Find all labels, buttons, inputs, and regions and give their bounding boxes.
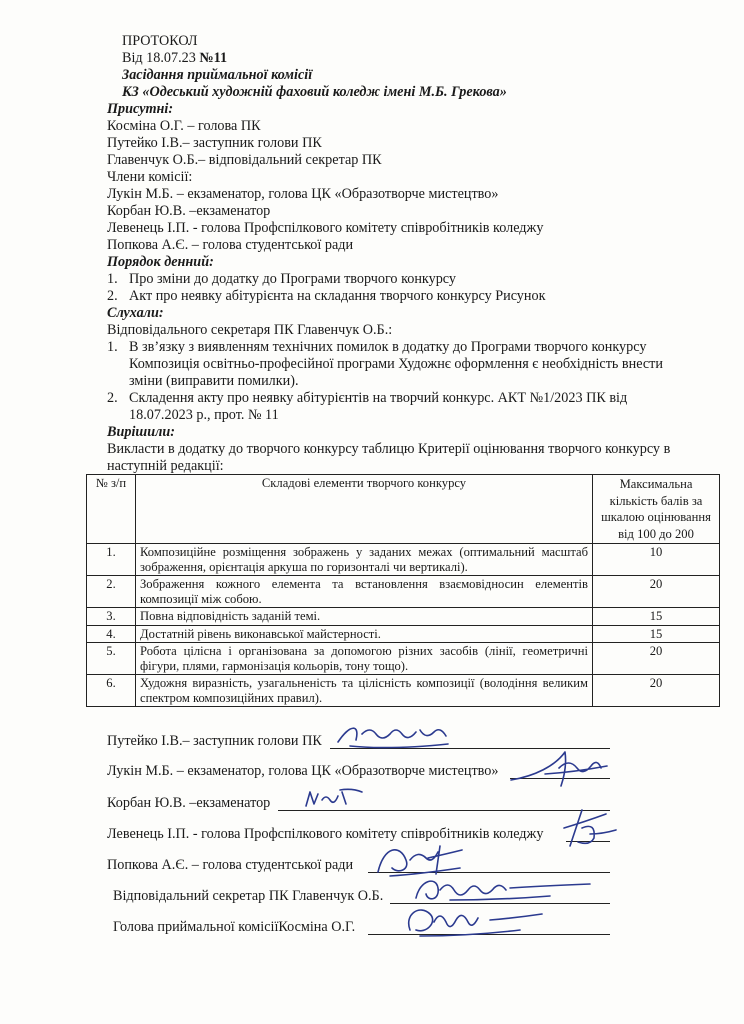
heard-heading: Слухали:	[107, 305, 164, 321]
signature-label: Левенець І.П. - голова Профспілкового комітету співробітників коледжу	[107, 826, 544, 842]
signature-label: Відповідальний секретар ПК Главенчук О.Б.	[113, 888, 384, 904]
signature-label: Лукін М.Б. – екзаменатор, голова ЦК «Образотворче мистецтво»	[107, 763, 499, 779]
present-line: Корбан Ю.В. –екзаменатор	[107, 203, 271, 219]
table-row	[87, 625, 720, 643]
header-max-score	[593, 475, 720, 544]
meeting-title: Засідання приймальної комісії	[122, 67, 313, 83]
signature-mark	[300, 786, 370, 812]
heard-item	[107, 339, 663, 390]
present-line: Главенчук О.Б.– відповідальний секретар ПК	[107, 152, 382, 168]
decided-line: наступній редакції:	[107, 458, 224, 474]
table-row	[87, 675, 720, 707]
row-number: 4.	[87, 625, 136, 643]
decided-heading: Вирішили:	[107, 424, 175, 440]
header-max-line: від 100 до 200	[618, 526, 694, 541]
heard-item-number: 2.	[107, 390, 118, 406]
row-score: 20	[593, 576, 720, 608]
table-row	[87, 643, 720, 675]
agenda-item-number: 1.	[107, 271, 118, 287]
row-score: 10	[593, 544, 720, 576]
heard-item-line: Композиція освітньо-професійної програми Художнє оформлення є необхідність внести	[129, 356, 663, 372]
present-line: Косміна О.Г. – голова ПК	[107, 118, 261, 134]
row-score: 20	[593, 643, 720, 675]
protocol-date: Від 18.07.23	[122, 50, 200, 66]
row-number: 1.	[87, 544, 136, 576]
heard-item-line: В зв’язку з виявленням технічних помилок в додатку до Програми творчого конкурсу	[129, 339, 647, 355]
row-criterion: Композиційне розміщення зображень у заданих межах (оптимальний масштаб зображення, орієнтація аркуша по горизонталі чи вертикалі).	[136, 544, 593, 576]
agenda-item-text: Акт про неявку абітурієнта на складання творчого конкурсу Рисунок	[129, 288, 546, 304]
protocol-title: ПРОТОКОЛ	[122, 33, 198, 49]
signature-mark	[330, 720, 460, 754]
heard-list	[107, 339, 663, 424]
agenda-item-text: Про зміни до додатку до Програми творчого конкурсу	[129, 271, 457, 287]
present-line: Лукін М.Б. – екзаменатор, голова ЦК «Образотворче мистецтво»	[107, 186, 499, 202]
heard-item	[107, 390, 663, 424]
row-criterion: Художня виразність, узагальненість та цілісність композиції (володіння великим спектром композиційних правил).	[136, 675, 593, 707]
institution-name: КЗ «Одеський художній фаховий коледж імені М.Б. Грекова»	[122, 84, 507, 100]
header-max-line: кількість балів за	[609, 493, 703, 508]
signature-label: Путейко І.В.– заступник голови ПК	[107, 733, 322, 749]
row-number: 2.	[87, 576, 136, 608]
row-number: 6.	[87, 675, 136, 707]
agenda-list	[107, 271, 545, 305]
row-criterion: Достатній рівень виконавської майстерності.	[136, 625, 593, 643]
present-line: Путейко І.В.– заступник голови ПК	[107, 135, 322, 151]
protocol-date-number	[122, 50, 227, 67]
agenda-heading: Порядок денний:	[107, 254, 214, 270]
table-header-row	[87, 475, 720, 544]
signature-mark	[400, 900, 550, 940]
decided-line: Викласти в додатку до творчого конкурсу таблицю Критерії оцінювання творчого конкурсу в	[107, 441, 671, 457]
signature-mark	[505, 746, 615, 790]
header-max-line: Максимальна	[619, 477, 693, 491]
table-row	[87, 576, 720, 608]
protocol-number: №11	[199, 50, 228, 66]
agenda-item-number: 2.	[107, 288, 118, 304]
row-score: 15	[593, 608, 720, 626]
signature-mark	[560, 804, 620, 852]
row-score: 20	[593, 675, 720, 707]
heard-item-line: 18.07.2023 р., прот. № 11	[129, 407, 279, 423]
heard-item-line: зміни (виправити помилки).	[129, 373, 299, 389]
present-line: Левенець І.П. - голова Профспілкового комітету співробітників коледжу	[107, 220, 544, 236]
table-row	[87, 608, 720, 626]
agenda-item	[107, 288, 545, 305]
row-score: 15	[593, 625, 720, 643]
heard-speaker: Відповідального секретаря ПК Главенчук О.Б.:	[107, 322, 393, 338]
row-number: 5.	[87, 643, 136, 675]
present-line: Попкова А.Є. – голова студентської ради	[107, 237, 354, 253]
agenda-item	[107, 271, 545, 288]
table-row	[87, 544, 720, 576]
row-criterion: Зображення кожного елемента та встановлення взаємовідносин елементів композиції між собою.	[136, 576, 593, 608]
signature-label: Голова приймальної комісіїКосміна О.Г.	[113, 919, 356, 935]
row-criterion: Робота цілісна і організована за допомогою різних засобів (лінії, геометричні фігури, плями, гармонізація кольорів, тону тощо).	[136, 643, 593, 675]
criteria-table	[86, 474, 720, 707]
header-elements: Складові елементи творчого конкурсу	[136, 475, 593, 544]
row-criterion: Повна відповідність заданій темі.	[136, 608, 593, 626]
signature-label: Попкова А.Є. – голова студентської ради	[107, 857, 354, 873]
present-heading: Присутні:	[107, 101, 174, 117]
row-number: 3.	[87, 608, 136, 626]
header-max-line: шкалою оцінювання	[601, 510, 711, 524]
signature-label: Корбан Ю.В. –екзаменатор	[107, 795, 271, 811]
heard-item-number: 1.	[107, 339, 118, 355]
header-num: № з/п	[87, 475, 136, 544]
heard-item-line: Складення акту про неявку абітурієнтів на творчий конкурс. АКТ №1/2023 ПК від	[129, 390, 628, 406]
present-line: Члени комісії:	[107, 169, 193, 185]
